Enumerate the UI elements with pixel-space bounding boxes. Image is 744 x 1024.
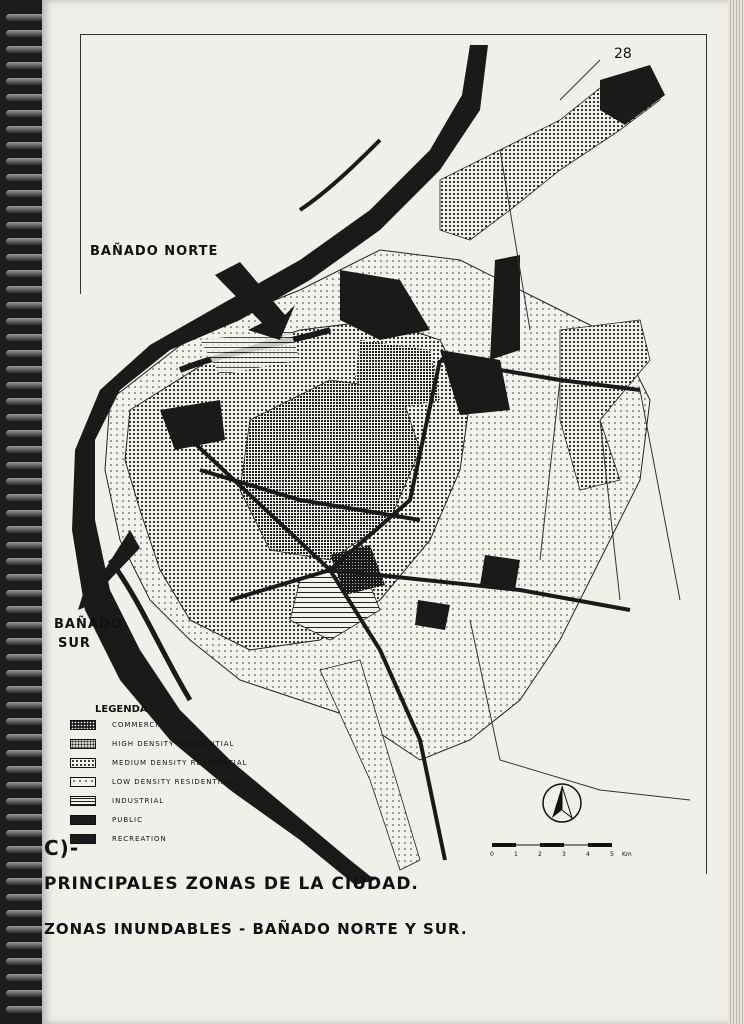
recreation-zone-3 [415,600,450,630]
scale-tick-label: 4 [586,851,590,858]
legend-swatch [70,796,96,806]
legend-label: LOW DENSITY RESIDENTIAL [112,778,232,786]
caption-marker: C)- [44,836,80,860]
label-banado-sur-line1: BAÑADO [54,617,123,632]
legend-swatch [70,777,96,787]
legend-item [70,775,232,789]
legend-swatch [70,739,96,749]
scale-tick-label: 3 [562,851,566,858]
legend-label: HIGH DENSITY RESIDENTIAL [112,740,235,748]
legend-item [70,832,167,846]
legend-swatch [70,758,96,768]
scale-tick-label: 2 [538,851,542,858]
scale-tick-label: 1 [514,851,518,858]
north-arrow-icon [543,784,581,822]
page-number: 28 [614,46,632,62]
scale-tick-label: 0 [490,851,494,858]
legend-item [70,813,143,827]
caption-line-2: ZONAS INUNDABLES - BAÑADO NORTE Y SUR. [44,920,468,938]
legend-item [70,718,169,732]
legend-label: COMMERCIAL [112,721,170,729]
legend-title: LEGENDA [95,704,148,715]
scale-bar [492,843,612,847]
legend-item [70,737,234,751]
caption-line-1: PRINCIPALES ZONAS DE LA CIUDAD. [44,874,419,894]
label-banado-sur-line2: SUR [58,636,91,651]
legend-label: PUBLIC [112,816,143,824]
scale-tick-label: 5 [610,851,614,858]
legend-swatch [70,720,96,730]
river-channel-3 [300,140,380,210]
public-zone-3 [490,255,520,360]
label-banado-norte: BAÑADO NORTE [90,244,219,259]
legend-item [70,794,164,808]
scale-unit: Km [622,851,632,858]
legend-label: INDUSTRIAL [112,797,165,805]
legend-swatch [70,815,96,825]
legend-item [70,756,248,770]
legend-label: RECREATION [112,835,167,843]
legend-label: MEDIUM DENSITY RESIDENTIAL [112,759,248,767]
